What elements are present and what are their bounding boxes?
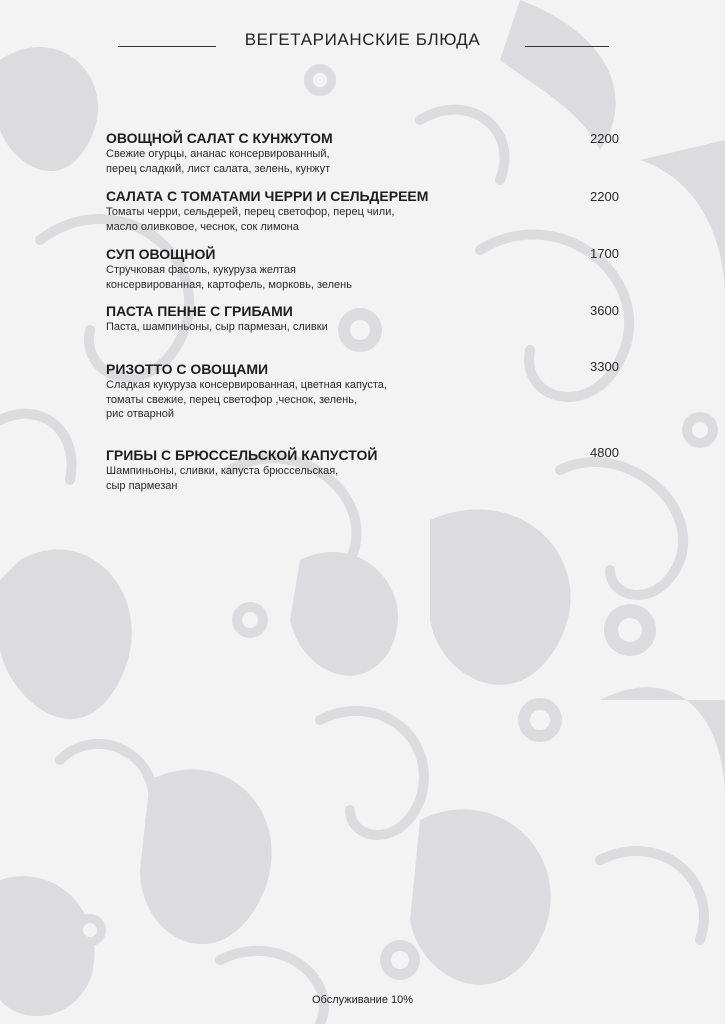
dish-name: ОВОЩНОЙ САЛАТ С КУНЖУТОМ bbox=[106, 130, 333, 146]
dish-price: 4800 bbox=[590, 445, 619, 460]
dish-name: РИЗОТТО С ОВОЩАМИ bbox=[106, 361, 269, 377]
menu-item bbox=[106, 130, 636, 176]
dish-description-line: Томаты черри, сельдерей, перец светофор, перец чили, bbox=[106, 206, 395, 218]
dish-price: 1700 bbox=[590, 246, 619, 261]
menu-item bbox=[106, 361, 636, 422]
dish-description-line: Паста, шампиньоны, сыр пармезан, сливки bbox=[106, 321, 328, 333]
dish-description-line: Свежие огурцы, ананас консервированный, bbox=[106, 148, 330, 160]
menu-item bbox=[106, 303, 636, 335]
dish-description bbox=[106, 263, 636, 292]
dish-name: ПАСТА ПЕННЕ С ГРИБАМИ bbox=[106, 303, 293, 319]
dish-name: САЛАТА С ТОМАТАМИ ЧЕРРИ И СЕЛЬДЕРЕЕМ bbox=[106, 188, 429, 204]
dish-description bbox=[106, 378, 636, 422]
dish-description-line: томаты свежие, перец светофор ,чеснок, зелень, bbox=[106, 393, 358, 406]
menu-item bbox=[106, 246, 636, 292]
dish-description bbox=[106, 205, 636, 234]
dish-description-line: сыр пармезан bbox=[106, 479, 178, 492]
dish-description bbox=[106, 320, 636, 335]
dish-description-line: Сладкая кукуруза консервированная, цветная капуста, bbox=[106, 379, 387, 391]
dish-description bbox=[106, 464, 636, 493]
dish-description-line: Стручковая фасоль, кукуруза желтая bbox=[106, 264, 297, 276]
dish-name: ГРИБЫ С БРЮССЕЛЬСКОЙ КАПУСТОЙ bbox=[106, 447, 378, 463]
dish-description-line: перец сладкий, лист салата, зелень, кунжут bbox=[106, 162, 331, 175]
service-charge-note: Обслуживание 10% bbox=[311, 994, 414, 1006]
dish-description-line: масло оливковое, чеснок, сок лимона bbox=[106, 220, 299, 233]
dish-price: 3300 bbox=[590, 359, 619, 374]
dish-name: СУП ОВОЩНОЙ bbox=[106, 246, 216, 262]
dish-description-line: рис отварной bbox=[106, 408, 175, 420]
dish-description-line: консервированная, картофель, морковь, зелень bbox=[106, 278, 352, 291]
menu-item bbox=[106, 188, 636, 234]
dish-description-line: Шампиньоны, сливки, капуста брюссельская, bbox=[106, 465, 339, 477]
dish-price: 2200 bbox=[590, 131, 619, 146]
page-title: ВЕГЕТАРИАНСКИЕ БЛЮДА bbox=[244, 30, 481, 49]
dish-description bbox=[106, 147, 636, 176]
dish-price: 3600 bbox=[590, 303, 619, 318]
dish-price: 2200 bbox=[590, 189, 619, 204]
menu-item bbox=[106, 447, 636, 493]
